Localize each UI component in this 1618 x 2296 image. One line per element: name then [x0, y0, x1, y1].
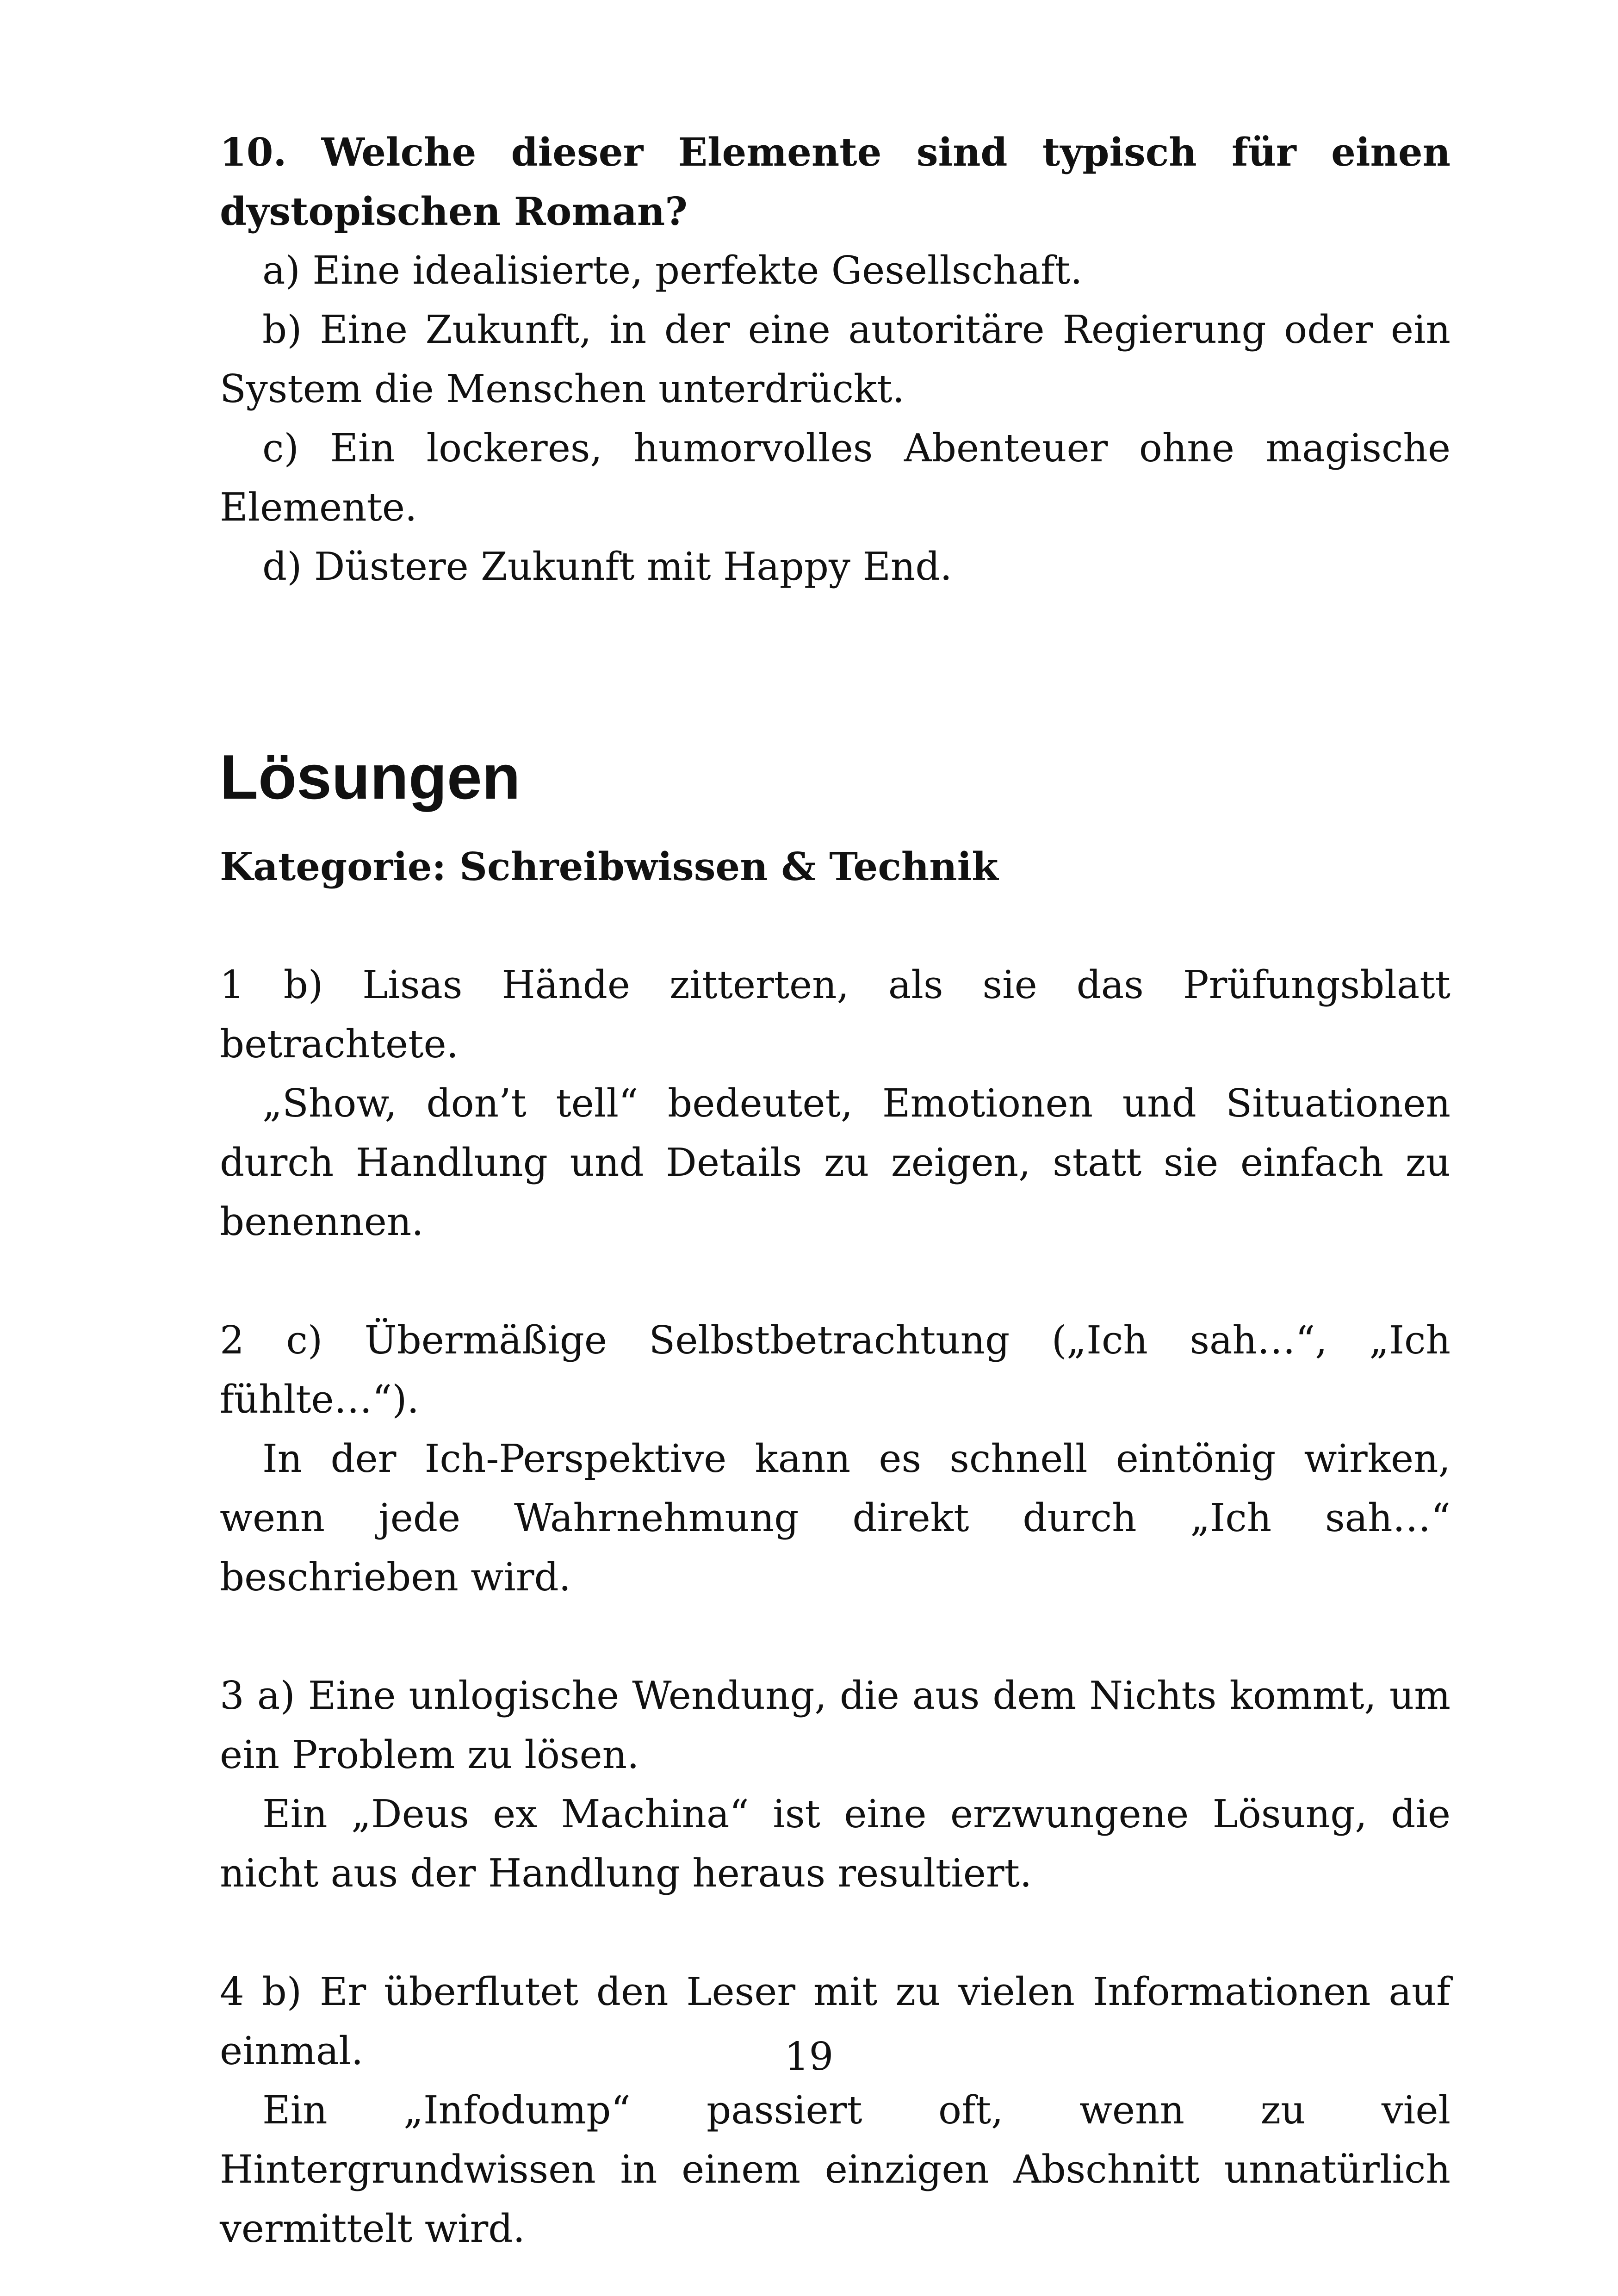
- solutions-category: Kategorie: Schreibwissen & Technik: [220, 844, 998, 889]
- answer-text: 3 a) Eine unlogische Wendung, die aus dem Nichts kommt, um ein Problem zu lösen.: [220, 1673, 1451, 1777]
- answer-explanation: In der Ich-Perspektive kann es schnell eintönig wirken, wenn jede Wahrnehmung direkt durch „Ich sah…“ beschrieben wird.: [220, 1436, 1451, 1600]
- solutions-heading: Lösungen: [220, 742, 521, 812]
- answer-text: 1 b) Lisas Hände zitterten, als sie das Prüfungsblatt betrachtete.: [220, 962, 1451, 1067]
- answer-explanation: „Show, don’t tell“ bedeutet, Emotionen und Situationen durch Handlung und Details zu zeigen, statt sie einfach zu benennen.: [220, 1081, 1451, 1244]
- answer-item-3: [220, 1666, 1451, 1903]
- answer-item-1: [220, 956, 1451, 1252]
- question-option-d: d) Düstere Zukunft mit Happy End.: [262, 544, 952, 589]
- answer-text: 2 c) Übermäßige Selbstbetrachtung („Ich sah…“, „Ich fühlte…“).: [220, 1318, 1451, 1422]
- question-option-a: a) Eine idealisierte, perfekte Gesellschaft.: [262, 248, 1083, 293]
- question-block: [220, 123, 1451, 596]
- question-option-c: c) Ein lockeres, humorvolles Abenteuer ohne magische Elemente.: [220, 426, 1451, 530]
- answer-text: 4 b) Er überflutet den Leser mit zu vielen Informationen auf einmal.: [220, 1969, 1451, 2073]
- page-number: 19: [784, 2034, 834, 2079]
- question-option-b: b) Eine Zukunft, in der eine autoritäre Regierung oder ein System die Menschen unterdrückt.: [220, 307, 1451, 411]
- answer-explanation: Ein „Infodump“ passiert oft, wenn zu viel Hintergrundwissen in einem einzigen Abschnitt unnatürlich vermittelt wird.: [220, 2088, 1451, 2251]
- question-title: 10. Welche dieser Elemente sind typisch für einen dystopischen Roman?: [220, 130, 1451, 234]
- answer-explanation: Ein „Deus ex Machina“ ist eine erzwungene Lösung, die nicht aus der Handlung heraus resultiert.: [220, 1792, 1451, 1896]
- document-page: [220, 123, 1451, 2259]
- answer-item-4: [220, 1962, 1451, 2259]
- answer-item-2: [220, 1311, 1451, 1607]
